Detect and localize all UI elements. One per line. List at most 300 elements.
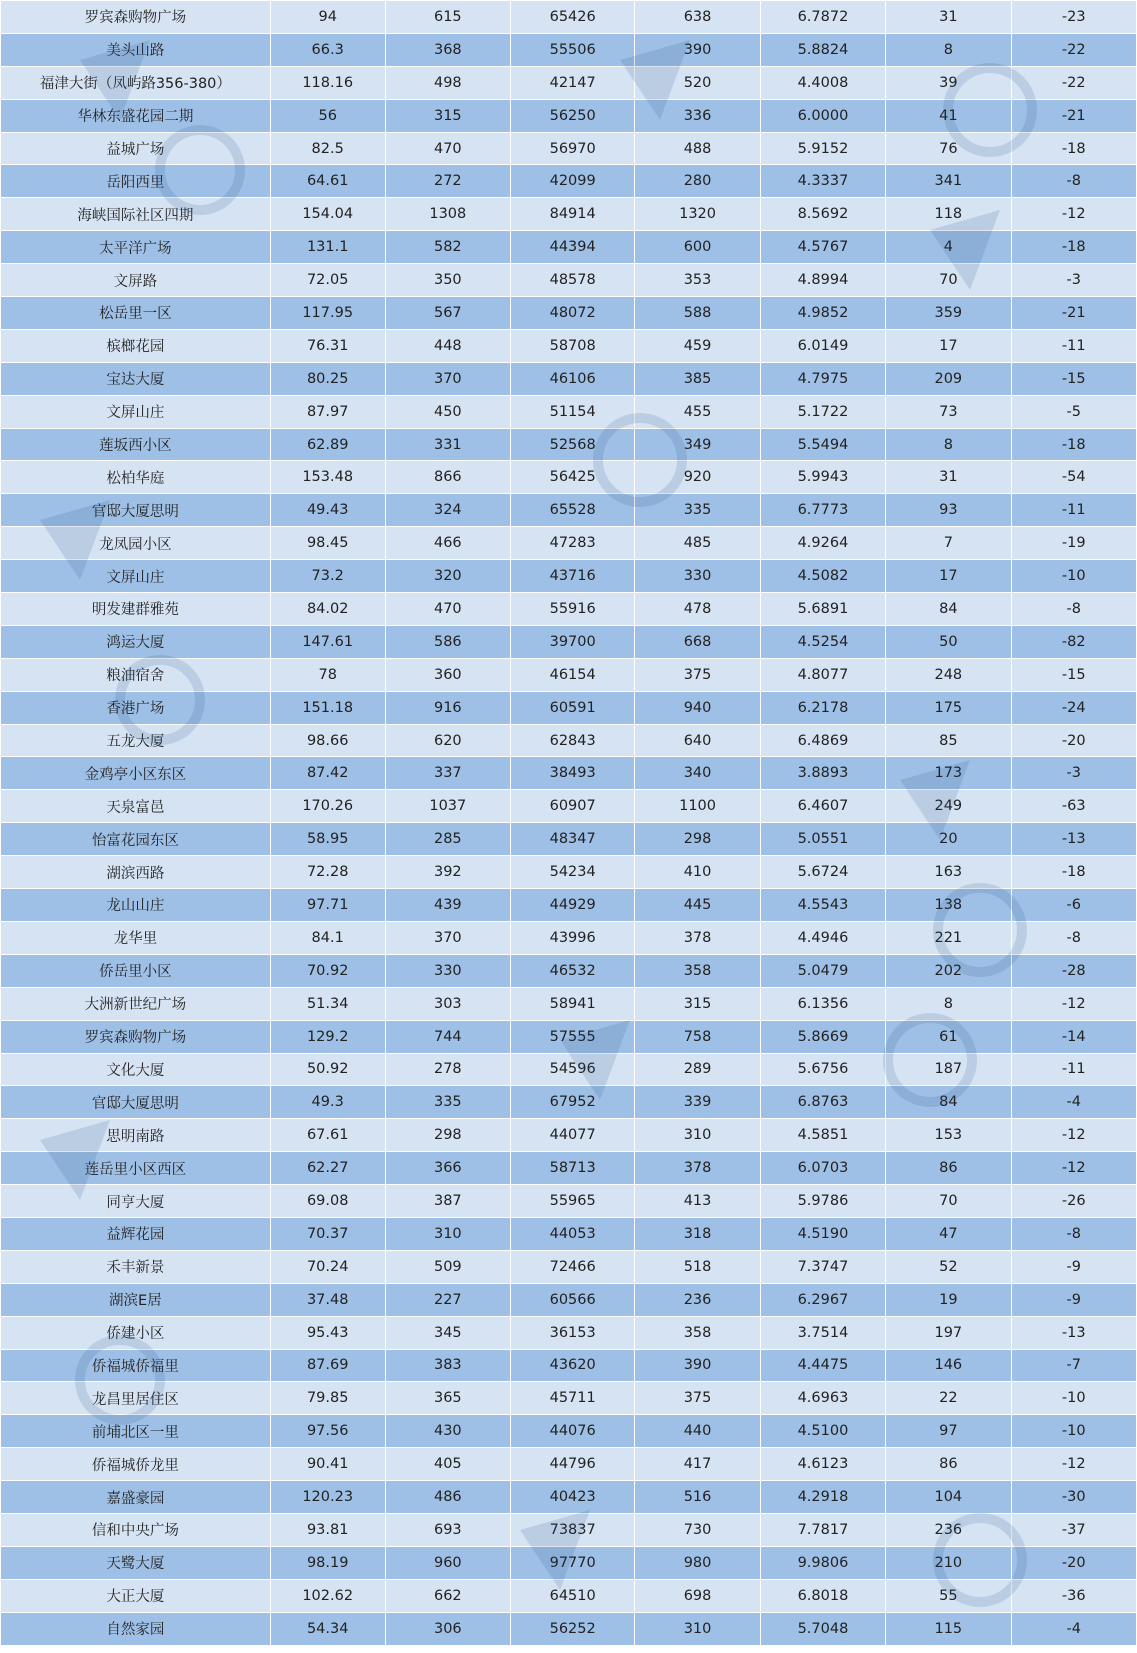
community-name-cell: 松柏华庭 xyxy=(1,461,271,494)
table-cell: -37 xyxy=(1011,1513,1136,1546)
table-cell: 668 xyxy=(635,625,760,658)
table-cell: 4.4475 xyxy=(760,1349,885,1382)
community-name-cell: 粮油宿舍 xyxy=(1,658,271,691)
table-cell: 52 xyxy=(886,1250,1011,1283)
table-cell: 370 xyxy=(385,362,510,395)
table-cell: 56970 xyxy=(511,132,635,165)
table-cell: 370 xyxy=(385,921,510,954)
table-cell: 43620 xyxy=(511,1349,635,1382)
table-row xyxy=(1,921,1137,954)
table-cell: 44394 xyxy=(511,231,635,264)
table-cell: 488 xyxy=(635,132,760,165)
table-cell: 359 xyxy=(886,297,1011,330)
table-cell: 44053 xyxy=(511,1217,635,1250)
table-row xyxy=(1,527,1137,560)
table-cell: 385 xyxy=(635,362,760,395)
table-cell: 54.34 xyxy=(270,1612,385,1645)
table-cell: 340 xyxy=(635,757,760,790)
table-cell: 324 xyxy=(385,494,510,527)
table-cell: -10 xyxy=(1011,1415,1136,1448)
table-cell: -8 xyxy=(1011,593,1136,626)
table-cell: 46532 xyxy=(511,954,635,987)
community-name-cell: 侨建小区 xyxy=(1,1316,271,1349)
table-cell: -21 xyxy=(1011,297,1136,330)
table-cell: -22 xyxy=(1011,33,1136,66)
table-cell: 87.42 xyxy=(270,757,385,790)
table-cell: 303 xyxy=(385,987,510,1020)
community-name-cell: 罗宾森购物广场 xyxy=(1,1020,271,1053)
table-cell: 744 xyxy=(385,1020,510,1053)
table-cell: 615 xyxy=(385,1,510,34)
community-name-cell: 思明南路 xyxy=(1,1119,271,1152)
community-name-cell: 龙昌里居住区 xyxy=(1,1382,271,1415)
table-cell: 90.41 xyxy=(270,1448,385,1481)
community-name-cell: 官邸大厦思明 xyxy=(1,1086,271,1119)
table-row xyxy=(1,329,1137,362)
table-cell: -23 xyxy=(1011,1,1136,34)
table-cell: 55 xyxy=(886,1579,1011,1612)
table-cell: -12 xyxy=(1011,198,1136,231)
table-cell: 249 xyxy=(886,790,1011,823)
table-cell: 7.3747 xyxy=(760,1250,885,1283)
table-cell: 44077 xyxy=(511,1119,635,1152)
table-cell: 1037 xyxy=(385,790,510,823)
table-cell: 69.08 xyxy=(270,1185,385,1218)
table-cell: 62.27 xyxy=(270,1152,385,1185)
table-cell: 55965 xyxy=(511,1185,635,1218)
table-cell: 960 xyxy=(385,1546,510,1579)
table-cell: 76.31 xyxy=(270,329,385,362)
table-cell: 280 xyxy=(635,165,760,198)
table-row xyxy=(1,1217,1137,1250)
table-cell: 4.4946 xyxy=(760,921,885,954)
table-cell: 5.5494 xyxy=(760,428,885,461)
table-cell: 60907 xyxy=(511,790,635,823)
table-row xyxy=(1,297,1137,330)
table-row xyxy=(1,1415,1137,1448)
table-cell: 4.3337 xyxy=(760,165,885,198)
table-row xyxy=(1,1448,1137,1481)
table-cell: 70.24 xyxy=(270,1250,385,1283)
table-cell: -10 xyxy=(1011,560,1136,593)
community-name-cell: 前埔北区一里 xyxy=(1,1415,271,1448)
table-cell: 310 xyxy=(385,1217,510,1250)
table-cell: -4 xyxy=(1011,1612,1136,1645)
table-cell: 153 xyxy=(886,1119,1011,1152)
table-cell: -15 xyxy=(1011,362,1136,395)
table-cell: 509 xyxy=(385,1250,510,1283)
table-cell: 430 xyxy=(385,1415,510,1448)
table-cell: -8 xyxy=(1011,921,1136,954)
table-cell: 4.2918 xyxy=(760,1481,885,1514)
table-cell: 516 xyxy=(635,1481,760,1514)
table-cell: 4.5100 xyxy=(760,1415,885,1448)
table-row xyxy=(1,1119,1137,1152)
table-row xyxy=(1,395,1137,428)
community-name-cell: 侨福城侨龙里 xyxy=(1,1448,271,1481)
table-cell: 42099 xyxy=(511,165,635,198)
table-cell: -3 xyxy=(1011,264,1136,297)
table-cell: 310 xyxy=(635,1119,760,1152)
table-cell: 920 xyxy=(635,461,760,494)
community-name-cell: 信和中央广场 xyxy=(1,1513,271,1546)
table-cell: 866 xyxy=(385,461,510,494)
table-cell: 98.45 xyxy=(270,527,385,560)
table-cell: 4.5254 xyxy=(760,625,885,658)
table-row xyxy=(1,1185,1137,1218)
table-row xyxy=(1,362,1137,395)
table-cell: 448 xyxy=(385,329,510,362)
table-cell: 17 xyxy=(886,560,1011,593)
table-cell: 36153 xyxy=(511,1316,635,1349)
table-cell: 197 xyxy=(886,1316,1011,1349)
table-cell: 54234 xyxy=(511,856,635,889)
table-cell: 6.0000 xyxy=(760,99,885,132)
table-cell: 48347 xyxy=(511,823,635,856)
table-cell: -20 xyxy=(1011,724,1136,757)
table-cell: 298 xyxy=(385,1119,510,1152)
table-cell: 4.4008 xyxy=(760,66,885,99)
table-row xyxy=(1,954,1137,987)
table-cell: -7 xyxy=(1011,1349,1136,1382)
table-cell: 378 xyxy=(635,1152,760,1185)
table-cell: 60566 xyxy=(511,1283,635,1316)
community-name-cell: 益城广场 xyxy=(1,132,271,165)
table-cell: 39 xyxy=(886,66,1011,99)
table-row xyxy=(1,823,1137,856)
table-row xyxy=(1,132,1137,165)
table-cell: -18 xyxy=(1011,231,1136,264)
table-cell: 278 xyxy=(385,1053,510,1086)
table-cell: 486 xyxy=(385,1481,510,1514)
table-cell: 227 xyxy=(385,1283,510,1316)
table-cell: 42147 xyxy=(511,66,635,99)
community-name-cell: 岳阳西里 xyxy=(1,165,271,198)
community-name-cell: 侨福城侨福里 xyxy=(1,1349,271,1382)
table-cell: 466 xyxy=(385,527,510,560)
table-cell: 8 xyxy=(886,428,1011,461)
table-cell: 131.1 xyxy=(270,231,385,264)
table-cell: 940 xyxy=(635,691,760,724)
table-cell: 582 xyxy=(385,231,510,264)
table-row xyxy=(1,658,1137,691)
table-cell: 209 xyxy=(886,362,1011,395)
table-cell: 567 xyxy=(385,297,510,330)
table-cell: 94 xyxy=(270,1,385,34)
table-cell: 78 xyxy=(270,658,385,691)
table-cell: -3 xyxy=(1011,757,1136,790)
table-cell: 95.43 xyxy=(270,1316,385,1349)
table-cell: 730 xyxy=(635,1513,760,1546)
community-name-cell: 文屏山庄 xyxy=(1,560,271,593)
table-cell: 55506 xyxy=(511,33,635,66)
table-row xyxy=(1,593,1137,626)
table-cell: 56252 xyxy=(511,1612,635,1645)
table-body xyxy=(1,1,1137,1646)
table-cell: 5.6756 xyxy=(760,1053,885,1086)
community-name-cell: 龙山山庄 xyxy=(1,889,271,922)
table-cell: 339 xyxy=(635,1086,760,1119)
table-cell: 31 xyxy=(886,1,1011,34)
table-row xyxy=(1,1579,1137,1612)
table-cell: -18 xyxy=(1011,132,1136,165)
table-cell: 58.95 xyxy=(270,823,385,856)
table-cell: 56250 xyxy=(511,99,635,132)
table-cell: -54 xyxy=(1011,461,1136,494)
table-cell: 70.37 xyxy=(270,1217,385,1250)
table-cell: 153.48 xyxy=(270,461,385,494)
community-name-cell: 大洲新世纪广场 xyxy=(1,987,271,1020)
table-cell: 417 xyxy=(635,1448,760,1481)
table-cell: 221 xyxy=(886,921,1011,954)
table-cell: 1320 xyxy=(635,198,760,231)
table-cell: -14 xyxy=(1011,1020,1136,1053)
table-cell: -24 xyxy=(1011,691,1136,724)
table-cell: 55916 xyxy=(511,593,635,626)
table-cell: 6.8018 xyxy=(760,1579,885,1612)
table-cell: 47283 xyxy=(511,527,635,560)
table-cell: 17 xyxy=(886,329,1011,362)
table-cell: -8 xyxy=(1011,1217,1136,1250)
table-row xyxy=(1,757,1137,790)
community-name-cell: 益辉花园 xyxy=(1,1217,271,1250)
table-cell: 73.2 xyxy=(270,560,385,593)
community-name-cell: 明发建群雅苑 xyxy=(1,593,271,626)
table-cell: 57555 xyxy=(511,1020,635,1053)
table-cell: -28 xyxy=(1011,954,1136,987)
table-cell: 7.7817 xyxy=(760,1513,885,1546)
table-cell: 73837 xyxy=(511,1513,635,1546)
table-row xyxy=(1,1053,1137,1086)
table-cell: 118 xyxy=(886,198,1011,231)
table-cell: -9 xyxy=(1011,1283,1136,1316)
community-name-cell: 同亨大厦 xyxy=(1,1185,271,1218)
table-cell: 118.16 xyxy=(270,66,385,99)
table-cell: 93 xyxy=(886,494,1011,527)
table-cell: 6.1356 xyxy=(760,987,885,1020)
table-row xyxy=(1,691,1137,724)
table-row xyxy=(1,987,1137,1020)
table-cell: 375 xyxy=(635,658,760,691)
table-cell: 5.8824 xyxy=(760,33,885,66)
table-cell: 6.7872 xyxy=(760,1,885,34)
table-cell: 620 xyxy=(385,724,510,757)
table-cell: 5.0551 xyxy=(760,823,885,856)
table-cell: 38493 xyxy=(511,757,635,790)
table-cell: 151.18 xyxy=(270,691,385,724)
table-cell: 375 xyxy=(635,1382,760,1415)
community-name-cell: 嘉盛豪园 xyxy=(1,1481,271,1514)
table-row xyxy=(1,33,1137,66)
table-cell: 498 xyxy=(385,66,510,99)
community-name-cell: 湖滨E居 xyxy=(1,1283,271,1316)
table-cell: 44796 xyxy=(511,1448,635,1481)
table-cell: 43996 xyxy=(511,921,635,954)
table-cell: 383 xyxy=(385,1349,510,1382)
table-cell: 335 xyxy=(635,494,760,527)
table-cell: 459 xyxy=(635,329,760,362)
table-cell: 67952 xyxy=(511,1086,635,1119)
table-cell: 40423 xyxy=(511,1481,635,1514)
table-cell: 22 xyxy=(886,1382,1011,1415)
community-name-cell: 天泉富邑 xyxy=(1,790,271,823)
table-cell: 84914 xyxy=(511,198,635,231)
table-cell: 79.85 xyxy=(270,1382,385,1415)
table-cell: -15 xyxy=(1011,658,1136,691)
table-cell: 6.4869 xyxy=(760,724,885,757)
table-cell: 70.92 xyxy=(270,954,385,987)
table-cell: 289 xyxy=(635,1053,760,1086)
table-cell: 440 xyxy=(635,1415,760,1448)
table-cell: 50 xyxy=(886,625,1011,658)
community-name-cell: 湖滨西路 xyxy=(1,856,271,889)
table-cell: 72466 xyxy=(511,1250,635,1283)
table-cell: 210 xyxy=(886,1546,1011,1579)
table-cell: -5 xyxy=(1011,395,1136,428)
table-row xyxy=(1,1086,1137,1119)
table-cell: -11 xyxy=(1011,1053,1136,1086)
table-row xyxy=(1,1546,1137,1579)
table-row xyxy=(1,1382,1137,1415)
table-row xyxy=(1,625,1137,658)
table-cell: 318 xyxy=(635,1217,760,1250)
table-cell: 8 xyxy=(886,33,1011,66)
table-cell: 4.5082 xyxy=(760,560,885,593)
table-cell: 485 xyxy=(635,527,760,560)
table-cell: -9 xyxy=(1011,1250,1136,1283)
table-cell: 4.8077 xyxy=(760,658,885,691)
table-cell: 65528 xyxy=(511,494,635,527)
table-cell: 50.92 xyxy=(270,1053,385,1086)
table-cell: 43716 xyxy=(511,560,635,593)
community-name-cell: 自然家园 xyxy=(1,1612,271,1645)
table-cell: 350 xyxy=(385,264,510,297)
table-cell: 4.5543 xyxy=(760,889,885,922)
table-cell: 916 xyxy=(385,691,510,724)
table-cell: 8 xyxy=(886,987,1011,1020)
table-cell: 6.8763 xyxy=(760,1086,885,1119)
table-cell: 518 xyxy=(635,1250,760,1283)
table-cell: 3.8893 xyxy=(760,757,885,790)
table-cell: 146 xyxy=(886,1349,1011,1382)
table-cell: 6.4607 xyxy=(760,790,885,823)
table-cell: 638 xyxy=(635,1,760,34)
table-cell: 80.25 xyxy=(270,362,385,395)
table-cell: 76 xyxy=(886,132,1011,165)
table-row xyxy=(1,1349,1137,1382)
table-cell: 5.9786 xyxy=(760,1185,885,1218)
table-cell: 93.81 xyxy=(270,1513,385,1546)
table-cell: -8 xyxy=(1011,165,1136,198)
table-cell: 4.6963 xyxy=(760,1382,885,1415)
table-cell: 47 xyxy=(886,1217,1011,1250)
table-row xyxy=(1,1283,1137,1316)
community-name-cell: 金鸡亭小区东区 xyxy=(1,757,271,790)
table-row xyxy=(1,560,1137,593)
table-row xyxy=(1,1152,1137,1185)
table-cell: 87.97 xyxy=(270,395,385,428)
table-row xyxy=(1,264,1137,297)
table-cell: -30 xyxy=(1011,1481,1136,1514)
table-cell: 66.3 xyxy=(270,33,385,66)
table-cell: 58713 xyxy=(511,1152,635,1185)
community-name-cell: 罗宾森购物广场 xyxy=(1,1,271,34)
table-cell: 335 xyxy=(385,1086,510,1119)
table-cell: 52568 xyxy=(511,428,635,461)
table-cell: 5.0479 xyxy=(760,954,885,987)
table-cell: 693 xyxy=(385,1513,510,1546)
table-cell: 358 xyxy=(635,954,760,987)
table-cell: 360 xyxy=(385,658,510,691)
table-cell: 640 xyxy=(635,724,760,757)
table-cell: 588 xyxy=(635,297,760,330)
community-name-cell: 天鹭大厦 xyxy=(1,1546,271,1579)
table-cell: 72.28 xyxy=(270,856,385,889)
community-name-cell: 文屏路 xyxy=(1,264,271,297)
table-cell: 163 xyxy=(886,856,1011,889)
table-cell: 51.34 xyxy=(270,987,385,1020)
table-cell: 44076 xyxy=(511,1415,635,1448)
table-row xyxy=(1,461,1137,494)
table-cell: 62.89 xyxy=(270,428,385,461)
table-cell: 62843 xyxy=(511,724,635,757)
table-cell: -36 xyxy=(1011,1579,1136,1612)
community-name-cell: 香港广场 xyxy=(1,691,271,724)
table-cell: 5.9943 xyxy=(760,461,885,494)
table-cell: 154.04 xyxy=(270,198,385,231)
table-cell: 336 xyxy=(635,99,760,132)
table-cell: 337 xyxy=(385,757,510,790)
table-cell: 173 xyxy=(886,757,1011,790)
table-cell: 345 xyxy=(385,1316,510,1349)
community-name-cell: 太平洋广场 xyxy=(1,231,271,264)
table-row xyxy=(1,1612,1137,1645)
table-cell: 390 xyxy=(635,1349,760,1382)
table-cell: 272 xyxy=(385,165,510,198)
community-name-cell: 槟榔花园 xyxy=(1,329,271,362)
table-cell: 49.43 xyxy=(270,494,385,527)
table-cell: 4.5767 xyxy=(760,231,885,264)
table-cell: -12 xyxy=(1011,987,1136,1020)
community-name-cell: 宝达大厦 xyxy=(1,362,271,395)
table-cell: 4.5190 xyxy=(760,1217,885,1250)
table-cell: 54596 xyxy=(511,1053,635,1086)
table-cell: 45711 xyxy=(511,1382,635,1415)
table-cell: 330 xyxy=(635,560,760,593)
table-row xyxy=(1,790,1137,823)
table-cell: 41 xyxy=(886,99,1011,132)
table-cell: 117.95 xyxy=(270,297,385,330)
table-cell: -12 xyxy=(1011,1448,1136,1481)
table-cell: 5.1722 xyxy=(760,395,885,428)
table-cell: 6.0149 xyxy=(760,329,885,362)
table-row xyxy=(1,198,1137,231)
table-cell: 298 xyxy=(635,823,760,856)
table-cell: 98.66 xyxy=(270,724,385,757)
table-cell: 70 xyxy=(886,1185,1011,1218)
table-cell: 586 xyxy=(385,625,510,658)
table-cell: 138 xyxy=(886,889,1011,922)
table-row xyxy=(1,66,1137,99)
table-cell: -12 xyxy=(1011,1152,1136,1185)
table-cell: 6.2178 xyxy=(760,691,885,724)
table-cell: 478 xyxy=(635,593,760,626)
table-cell: 97770 xyxy=(511,1546,635,1579)
table-cell: 61 xyxy=(886,1020,1011,1053)
table-cell: 102.62 xyxy=(270,1579,385,1612)
community-name-cell: 莲坂西小区 xyxy=(1,428,271,461)
table-cell: 349 xyxy=(635,428,760,461)
